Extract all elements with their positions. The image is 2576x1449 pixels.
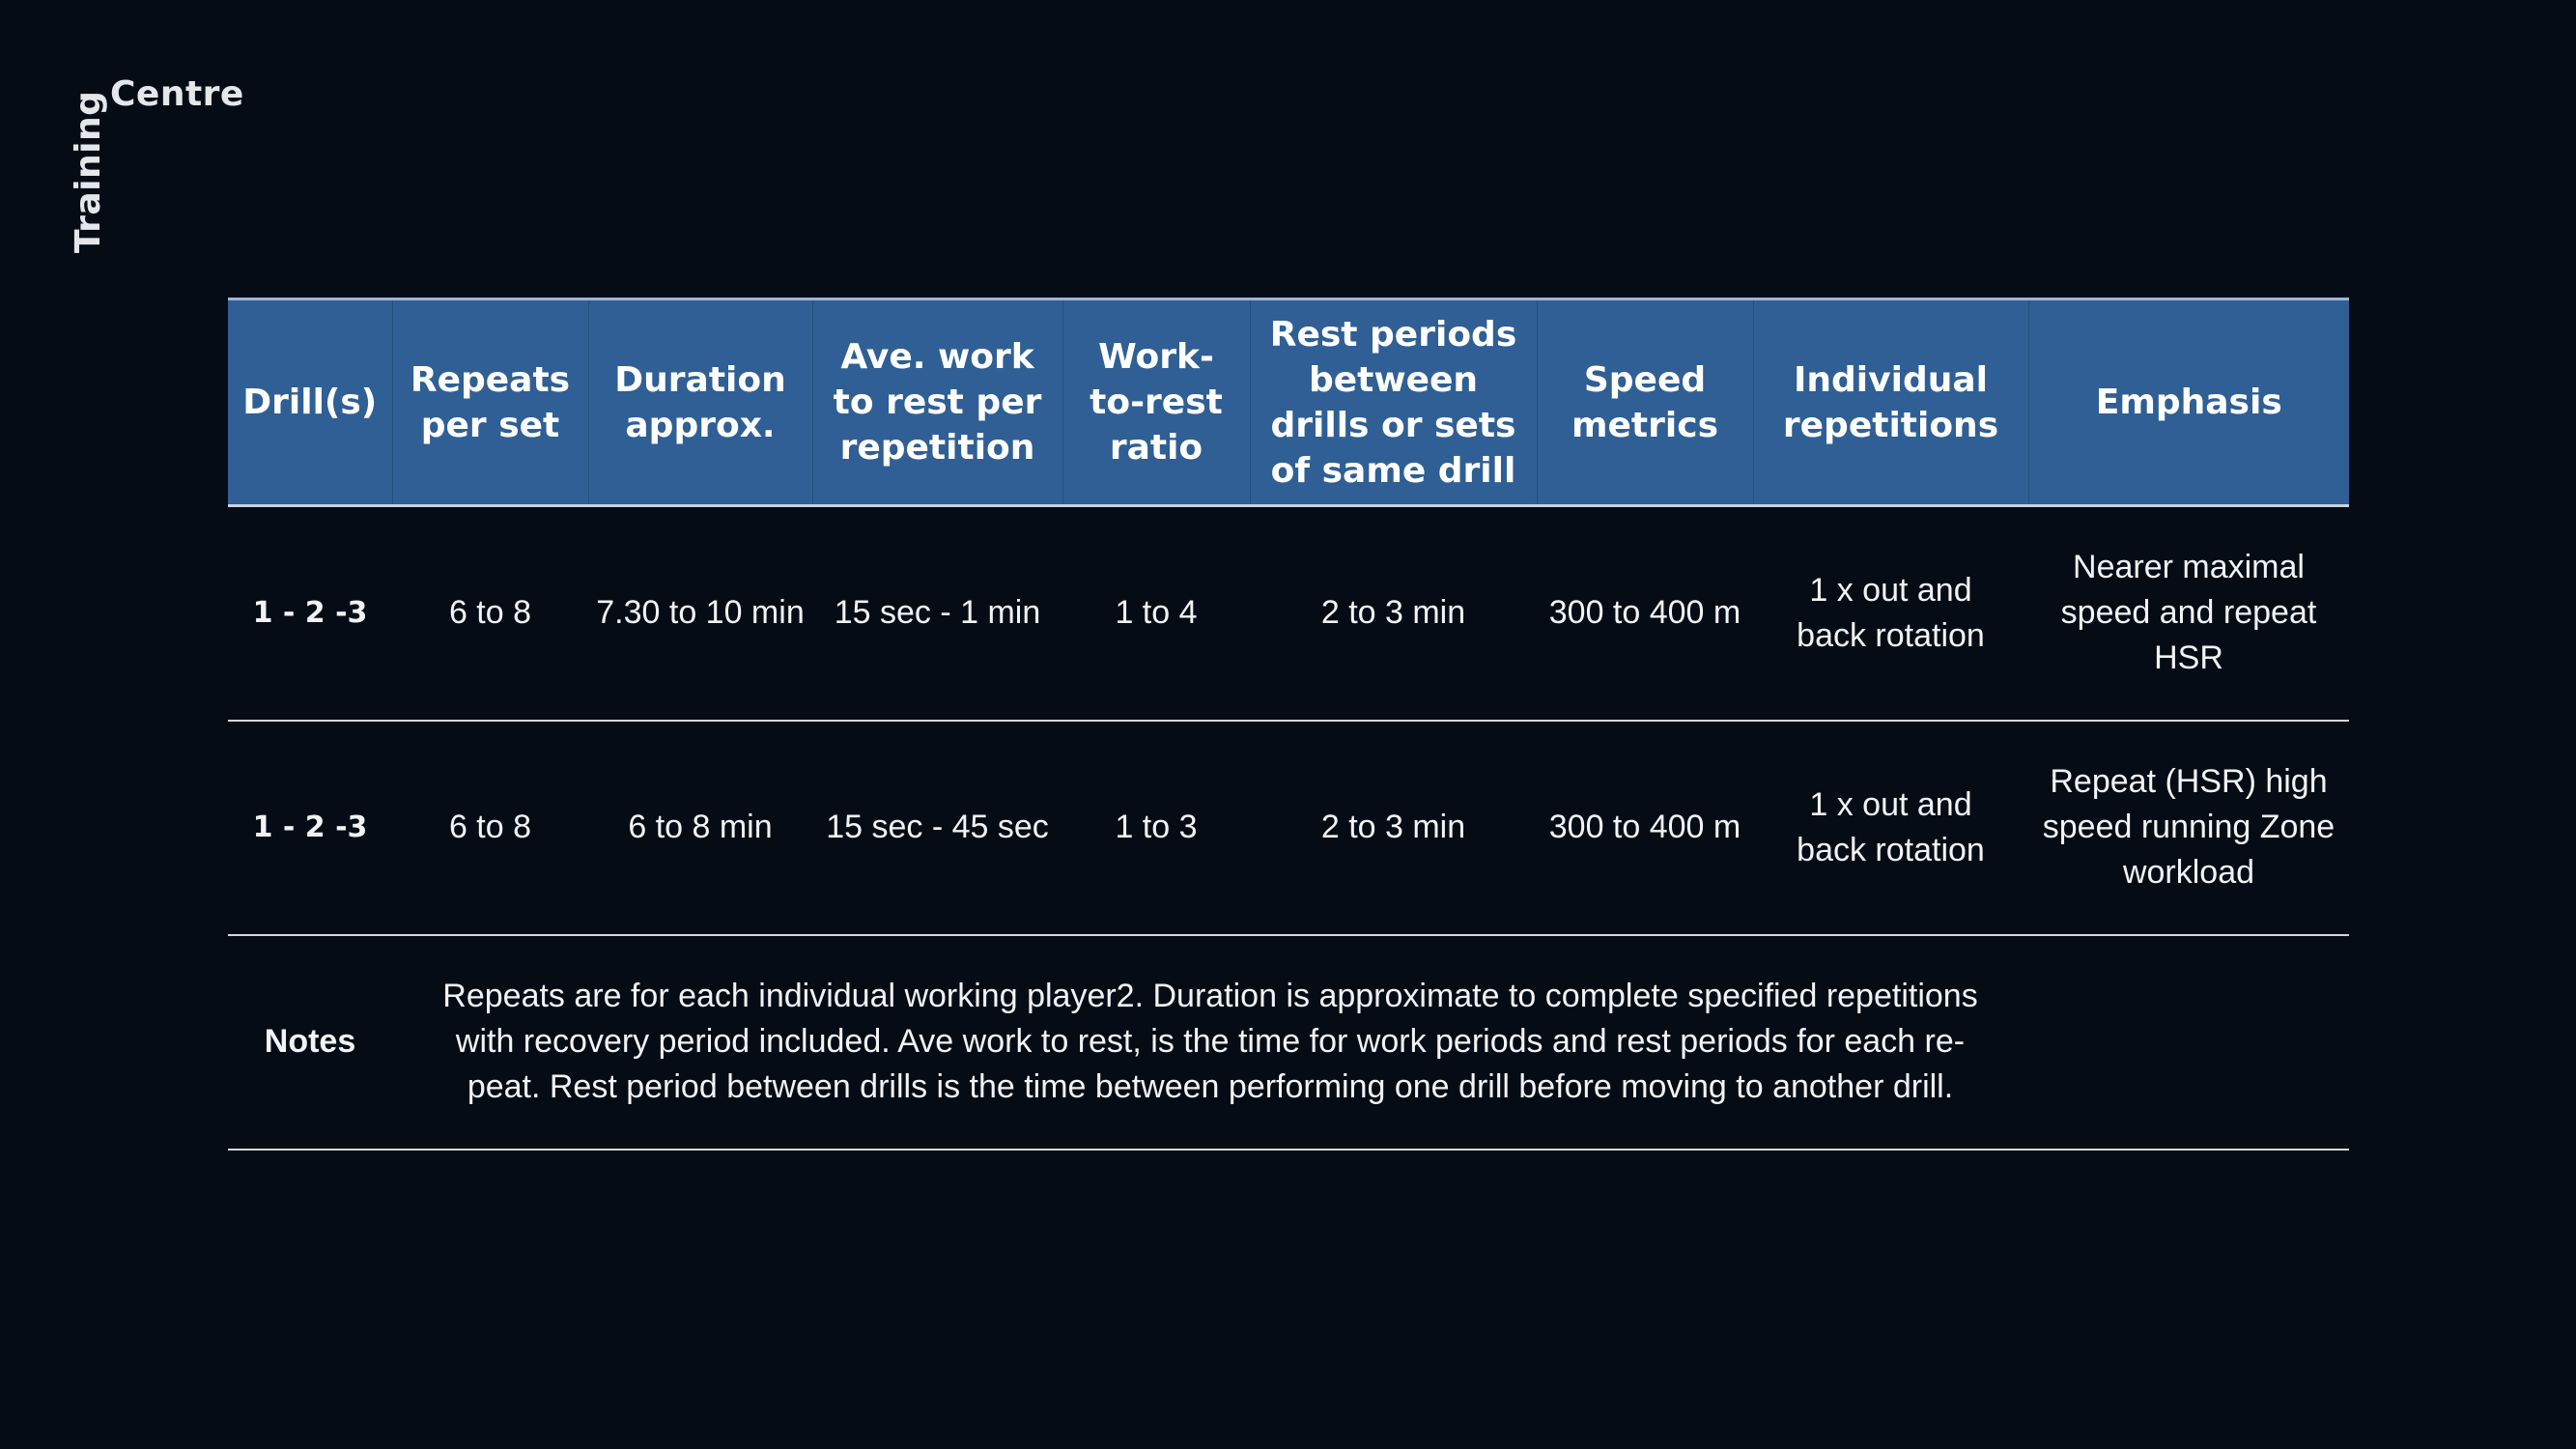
cell-ratio: 1 to 4 [1062,506,1250,721]
notes-empty-cell [2028,935,2349,1150]
training-table [228,298,2349,1151]
header-drills: Drill(s) [228,299,392,506]
notes-text: Repeats are for each individual working player2. Duration is approximate to complete specified repetitions with recovery period included. Ave work to rest, is the time for work periods and rest periods for each re- peat. Rest period between drills is the time between performing one drill before moving to another drill. [392,935,2028,1150]
cell-emphasis: Nearer maximal speed and repeat HSR [2028,506,2349,721]
cell-duration: 6 to 8 min [588,721,812,935]
notes-row [228,935,2349,1150]
header-duration: Duration approx. [588,299,812,506]
cell-drill: 1 - 2 -3 [228,506,392,721]
cell-work-rest: 15 sec - 45 sec [812,721,1062,935]
cell-speed: 300 to 400 m [1537,506,1753,721]
cell-speed: 300 to 400 m [1537,721,1753,935]
table-row [228,721,2349,935]
table-header-row [228,299,2349,506]
cell-rest-periods: 2 to 3 min [1250,506,1537,721]
header-speed-metrics: Speed metrics [1537,299,1753,506]
cell-rest-periods: 2 to 3 min [1250,721,1537,935]
header-individual-repetitions: Individual repetitions [1753,299,2028,506]
cell-work-rest: 15 sec - 1 min [812,506,1062,721]
header-rest-periods: Rest periods between drills or sets of same drill [1250,299,1537,506]
notes-label: Notes [228,935,392,1150]
brand-word-centre: Centre [110,74,244,114]
table-row [228,506,2349,721]
cell-ratio: 1 to 3 [1062,721,1250,935]
cell-repeats: 6 to 8 [392,721,588,935]
cell-emphasis: Repeat (HSR) high speed running Zone workload [2028,721,2349,935]
header-ave-work-rest: Ave. work to rest per repetition [812,299,1062,506]
cell-individual: 1 x out and back rotation [1753,506,2028,721]
brand-word-training: Training [69,90,108,253]
drill-table [228,298,2349,1151]
cell-duration: 7.30 to 10 min [588,506,812,721]
header-emphasis: Emphasis [2028,299,2349,506]
header-work-rest-ratio: Work- to-rest ratio [1062,299,1250,506]
cell-drill: 1 - 2 -3 [228,721,392,935]
cell-repeats: 6 to 8 [392,506,588,721]
header-repeats-per-set: Repeats per set [392,299,588,506]
cell-individual: 1 x out and back rotation [1753,721,2028,935]
